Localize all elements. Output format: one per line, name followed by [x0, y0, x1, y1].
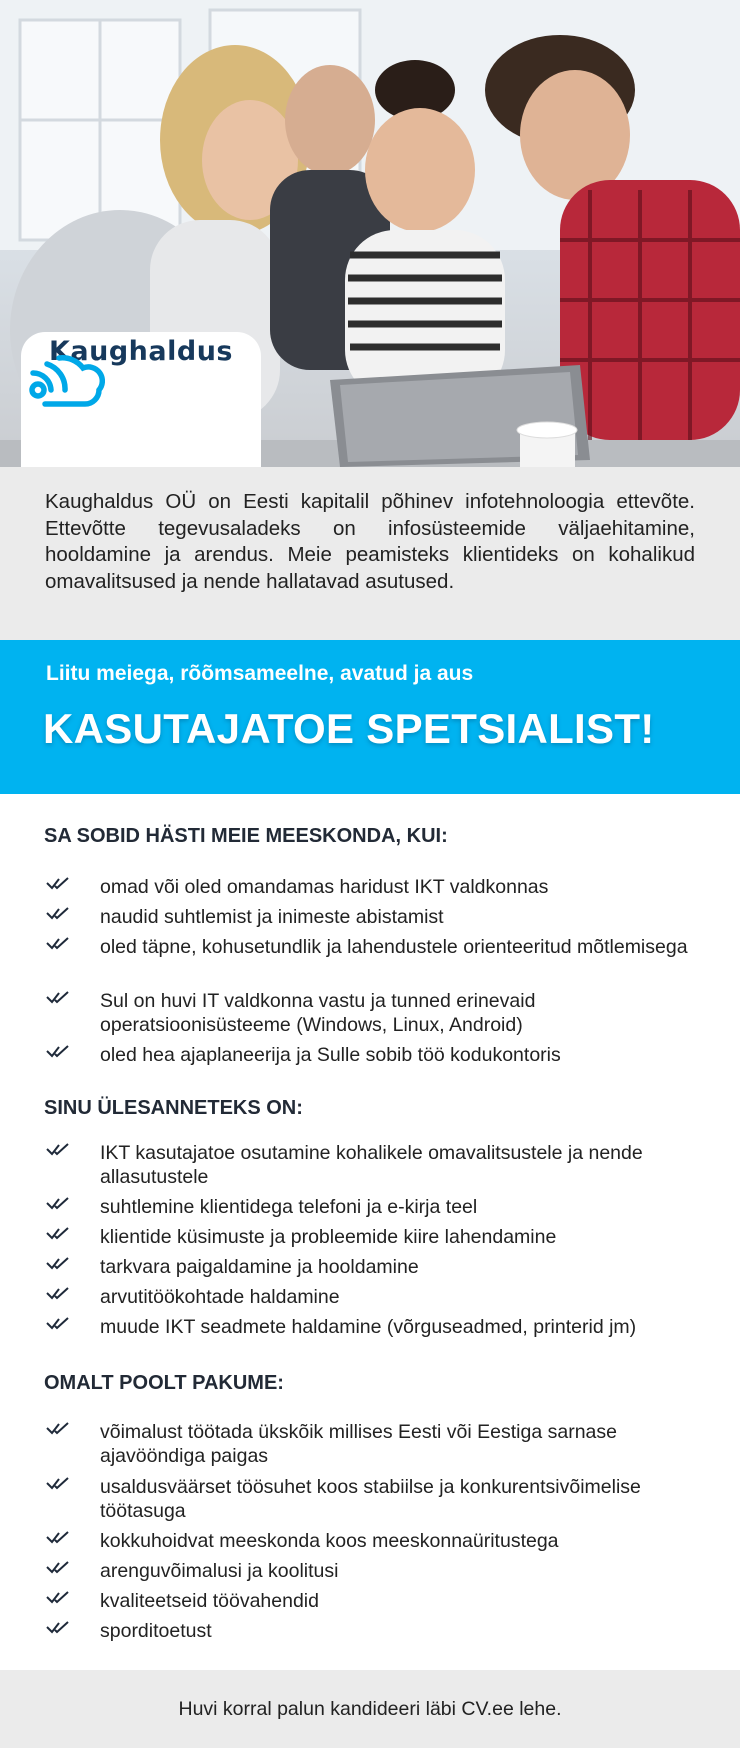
double-check-icon — [46, 1422, 70, 1436]
job-banner — [0, 640, 740, 794]
double-check-icon — [46, 1531, 70, 1545]
list-item-text: Sul on huvi IT valdkonna vastu ja tunned erinevaid operatsioonisüsteeme (Windows, Linux, Android) — [100, 990, 536, 1036]
double-check-icon — [46, 1477, 70, 1491]
list-item-text: kvaliteetseid töövahendid — [100, 1590, 319, 1612]
list-item-text: kokkuhoidvat meeskonda koos meeskonnaüritustega — [100, 1530, 559, 1552]
list-item-text: IKT kasutajatoe osutamine kohalikele omavalitsustele ja nende allasutustele — [100, 1142, 643, 1188]
double-check-icon — [46, 1197, 70, 1211]
double-check-icon — [46, 1287, 70, 1301]
double-check-icon — [46, 1257, 70, 1271]
list-item-text: arenguvõimalusi ja koolitusi — [100, 1560, 339, 1582]
double-check-icon — [46, 1227, 70, 1241]
list-item-text: muude IKT seadmete haldamine (võrguseadmed, printerid jm) — [100, 1316, 637, 1338]
double-check-icon — [46, 877, 70, 891]
logo-card — [21, 332, 261, 467]
banner-subtitle: Liitu meiega, rõõmsameelne, avatud ja aus — [46, 662, 474, 685]
list-item-text: sporditoetust — [100, 1620, 212, 1642]
list-item-text: naudid suhtlemist ja inimeste abistamist — [100, 906, 444, 928]
apply-footer — [0, 1670, 740, 1748]
double-check-icon — [46, 907, 70, 921]
list-item-text: võimalust töötada ükskõik millises Eesti või Eestiga sarnase ajavööndiga paigas — [100, 1421, 617, 1467]
double-check-icon — [46, 1045, 70, 1059]
double-check-icon — [46, 1621, 70, 1635]
hero-photo — [0, 0, 740, 467]
double-check-icon — [46, 937, 70, 951]
list-item-text: tarkvara paigaldamine ja hooldamine — [100, 1256, 419, 1278]
double-check-icon — [46, 1317, 70, 1331]
double-check-icon — [46, 1143, 70, 1157]
list-item-text: usaldusväärset töösuhet koos stabiilse ja konkurentsivõimelise töötasuga — [100, 1476, 641, 1522]
list-item-text: arvutitöökohtade haldamine — [100, 1286, 340, 1308]
company-intro — [0, 467, 740, 640]
list-item-text: oled täpne, kohusetundlik ja lahendustele orienteeritud mõtlemisega — [100, 936, 688, 958]
section-title: SINU ÜLESANNETEKS ON: — [44, 1097, 303, 1119]
apply-text: Huvi korral palun kandideeri läbi CV.ee lehe. — [178, 1697, 562, 1720]
list-item-text: oled hea ajaplaneerija ja Sulle sobib töö kodukontoris — [100, 1044, 561, 1066]
list-item-text: omad või oled omandamas haridust IKT valdkonnas — [100, 876, 549, 898]
section-title: OMALT POOLT PAKUME: — [44, 1372, 284, 1394]
section-title: SA SOBID HÄSTI MEIE MEESKONDA, KUI: — [44, 825, 448, 847]
list-item-text: suhtlemine klientidega telefoni ja e-kirja teel — [100, 1196, 478, 1218]
cloud-signal-logo-icon — [21, 354, 105, 412]
job-title: KASUTAJATOE SPETSIALIST! — [43, 705, 655, 752]
double-check-icon — [46, 991, 70, 1005]
double-check-icon — [46, 1591, 70, 1605]
intro-text: Kaughaldus OÜ on Eesti kapitalil põhinev infotehnoloogia ettevõte. Ettevõtte tegevusaladeks on infosüsteemide väljaehitamine, hooldamine ja arendus. Meie peamisteks klientideks on kohalikud omavalitsused ja nende hallatavad asutused. — [45, 490, 695, 593]
double-check-icon — [46, 1561, 70, 1575]
list-item-text: klientide küsimuste ja probleemide kiire lahendamine — [100, 1226, 557, 1248]
logo-wordmark: Kaughaldus — [48, 336, 233, 367]
